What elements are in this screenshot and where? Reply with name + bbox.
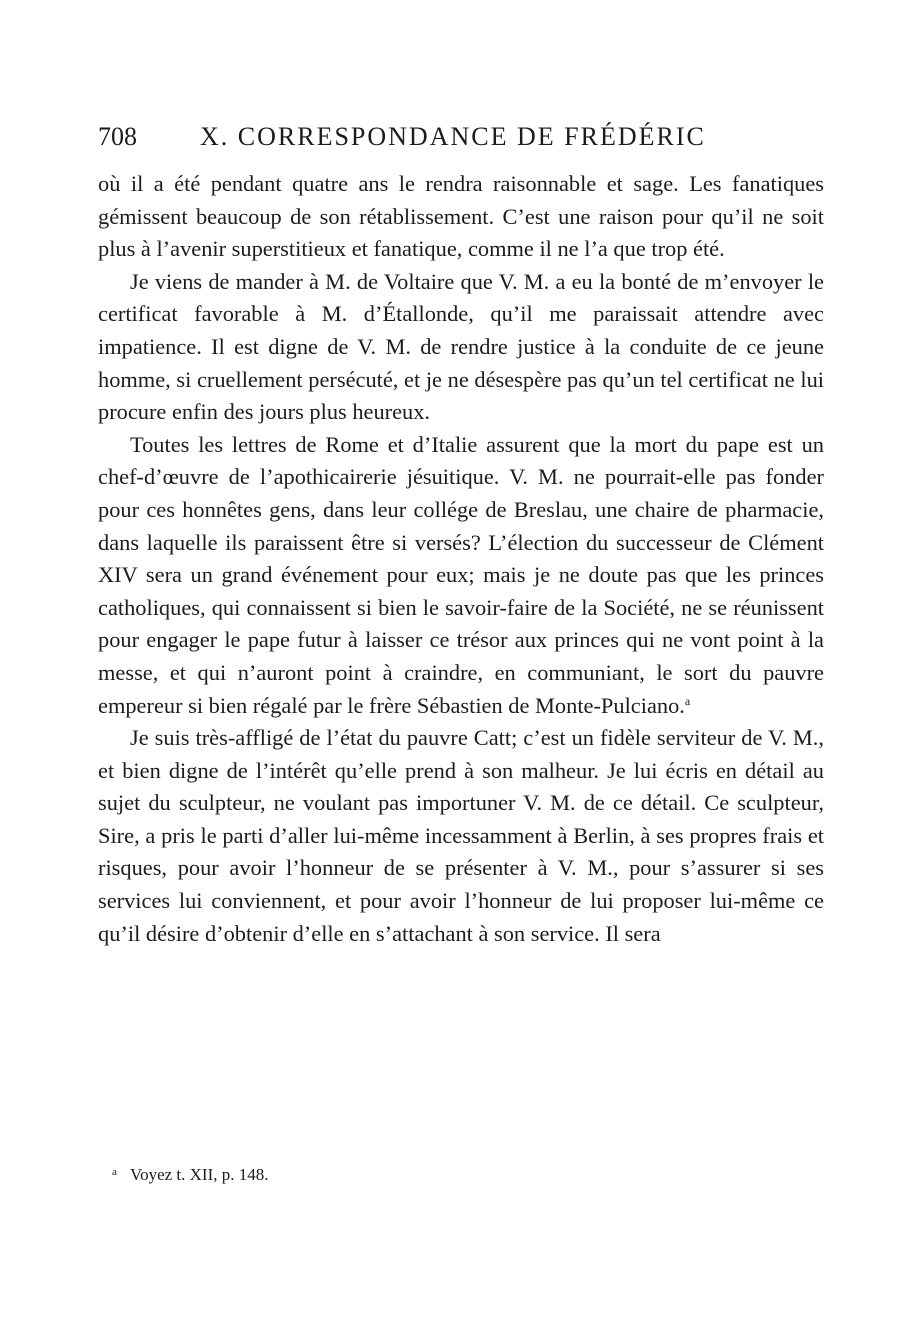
paragraph-2: Je viens de mander à M. de Voltaire que V. M. a eu la bonté de m’envoyer le certificat favorable à M. d’Étallonde, qu’il me paraissait attendre avec impatience. Il est digne de V. M. de rendre justice à la conduite de ce jeune homme, si cruellement persécuté, et je ne désespère pas qu’un tel certificat ne lui procure enfin des jours plus heureux.: [98, 268, 824, 425]
body-text: [98, 168, 824, 950]
footnote-mark: a: [112, 1166, 117, 1178]
page-number: 708: [98, 122, 137, 151]
paragraph-3-text: Toutes les lettres de Rome et d’Italie assurent que la mort du pape est un chef-d’œuvre de l’apothicairerie jésuitique. V. M. ne pourrait-elle pas fonder pour ces honnêtes gens, dans leur collége de Breslau, une chaire de pharmacie, dans laquelle ils paraissent être si versés? L’élection du successeur de Clément XIV sera un grand événement pour eux; mais je ne doute pas que les princes catholiques, qui connaissent si bien le savoir-faire de la Société, ne se réunissent pour engager le pape futur à laisser ce trésor aux princes qui ne vont point à la messe, et qui n’auront point à craindre, en communiant, le sort du pauvre empereur si bien régalé par le frère Sébastien de Monte-Pulciano.: [98, 431, 824, 718]
footnote-text: Voyez t. XII, p. 148.: [130, 1165, 269, 1184]
footnote: [112, 1160, 712, 1187]
paragraph-1: où il a été pendant quatre ans le rendra raisonnable et sage. Les fanatiques gémissent beaucoup de son rétablissement. C’est une raison pour qu’il ne soit plus à l’avenir superstitieux et fanatique, comme il ne l’a que trop été.: [98, 171, 824, 262]
paragraph-4: Je suis très-affligé de l’état du pauvre Catt; c’est un fidèle serviteur de V. M., et bien digne de l’intérêt qu’elle prend à son malheur. Je lui écris en détail au sujet du sculpteur, ne voulant pas importuner V. M. de ce détail. Ce sculpteur, Sire, a pris le parti d’aller lui-même incessamment à Berlin, à ses propres frais et risques, pour avoir l’honneur de se présenter à V. M., pour s’assurer si ses services lui conviennent, et pour avoir l’honneur de lui proposer lui-même ce qu’il désire d’obtenir d’elle en s’attachant à son service. Il sera: [98, 725, 824, 946]
running-title: X. CORRESPONDANCE DE FRÉDÉRIC: [200, 122, 706, 151]
running-head: [98, 122, 738, 162]
footnote-reference: a: [684, 693, 691, 708]
paragraph-3: [98, 429, 824, 722]
